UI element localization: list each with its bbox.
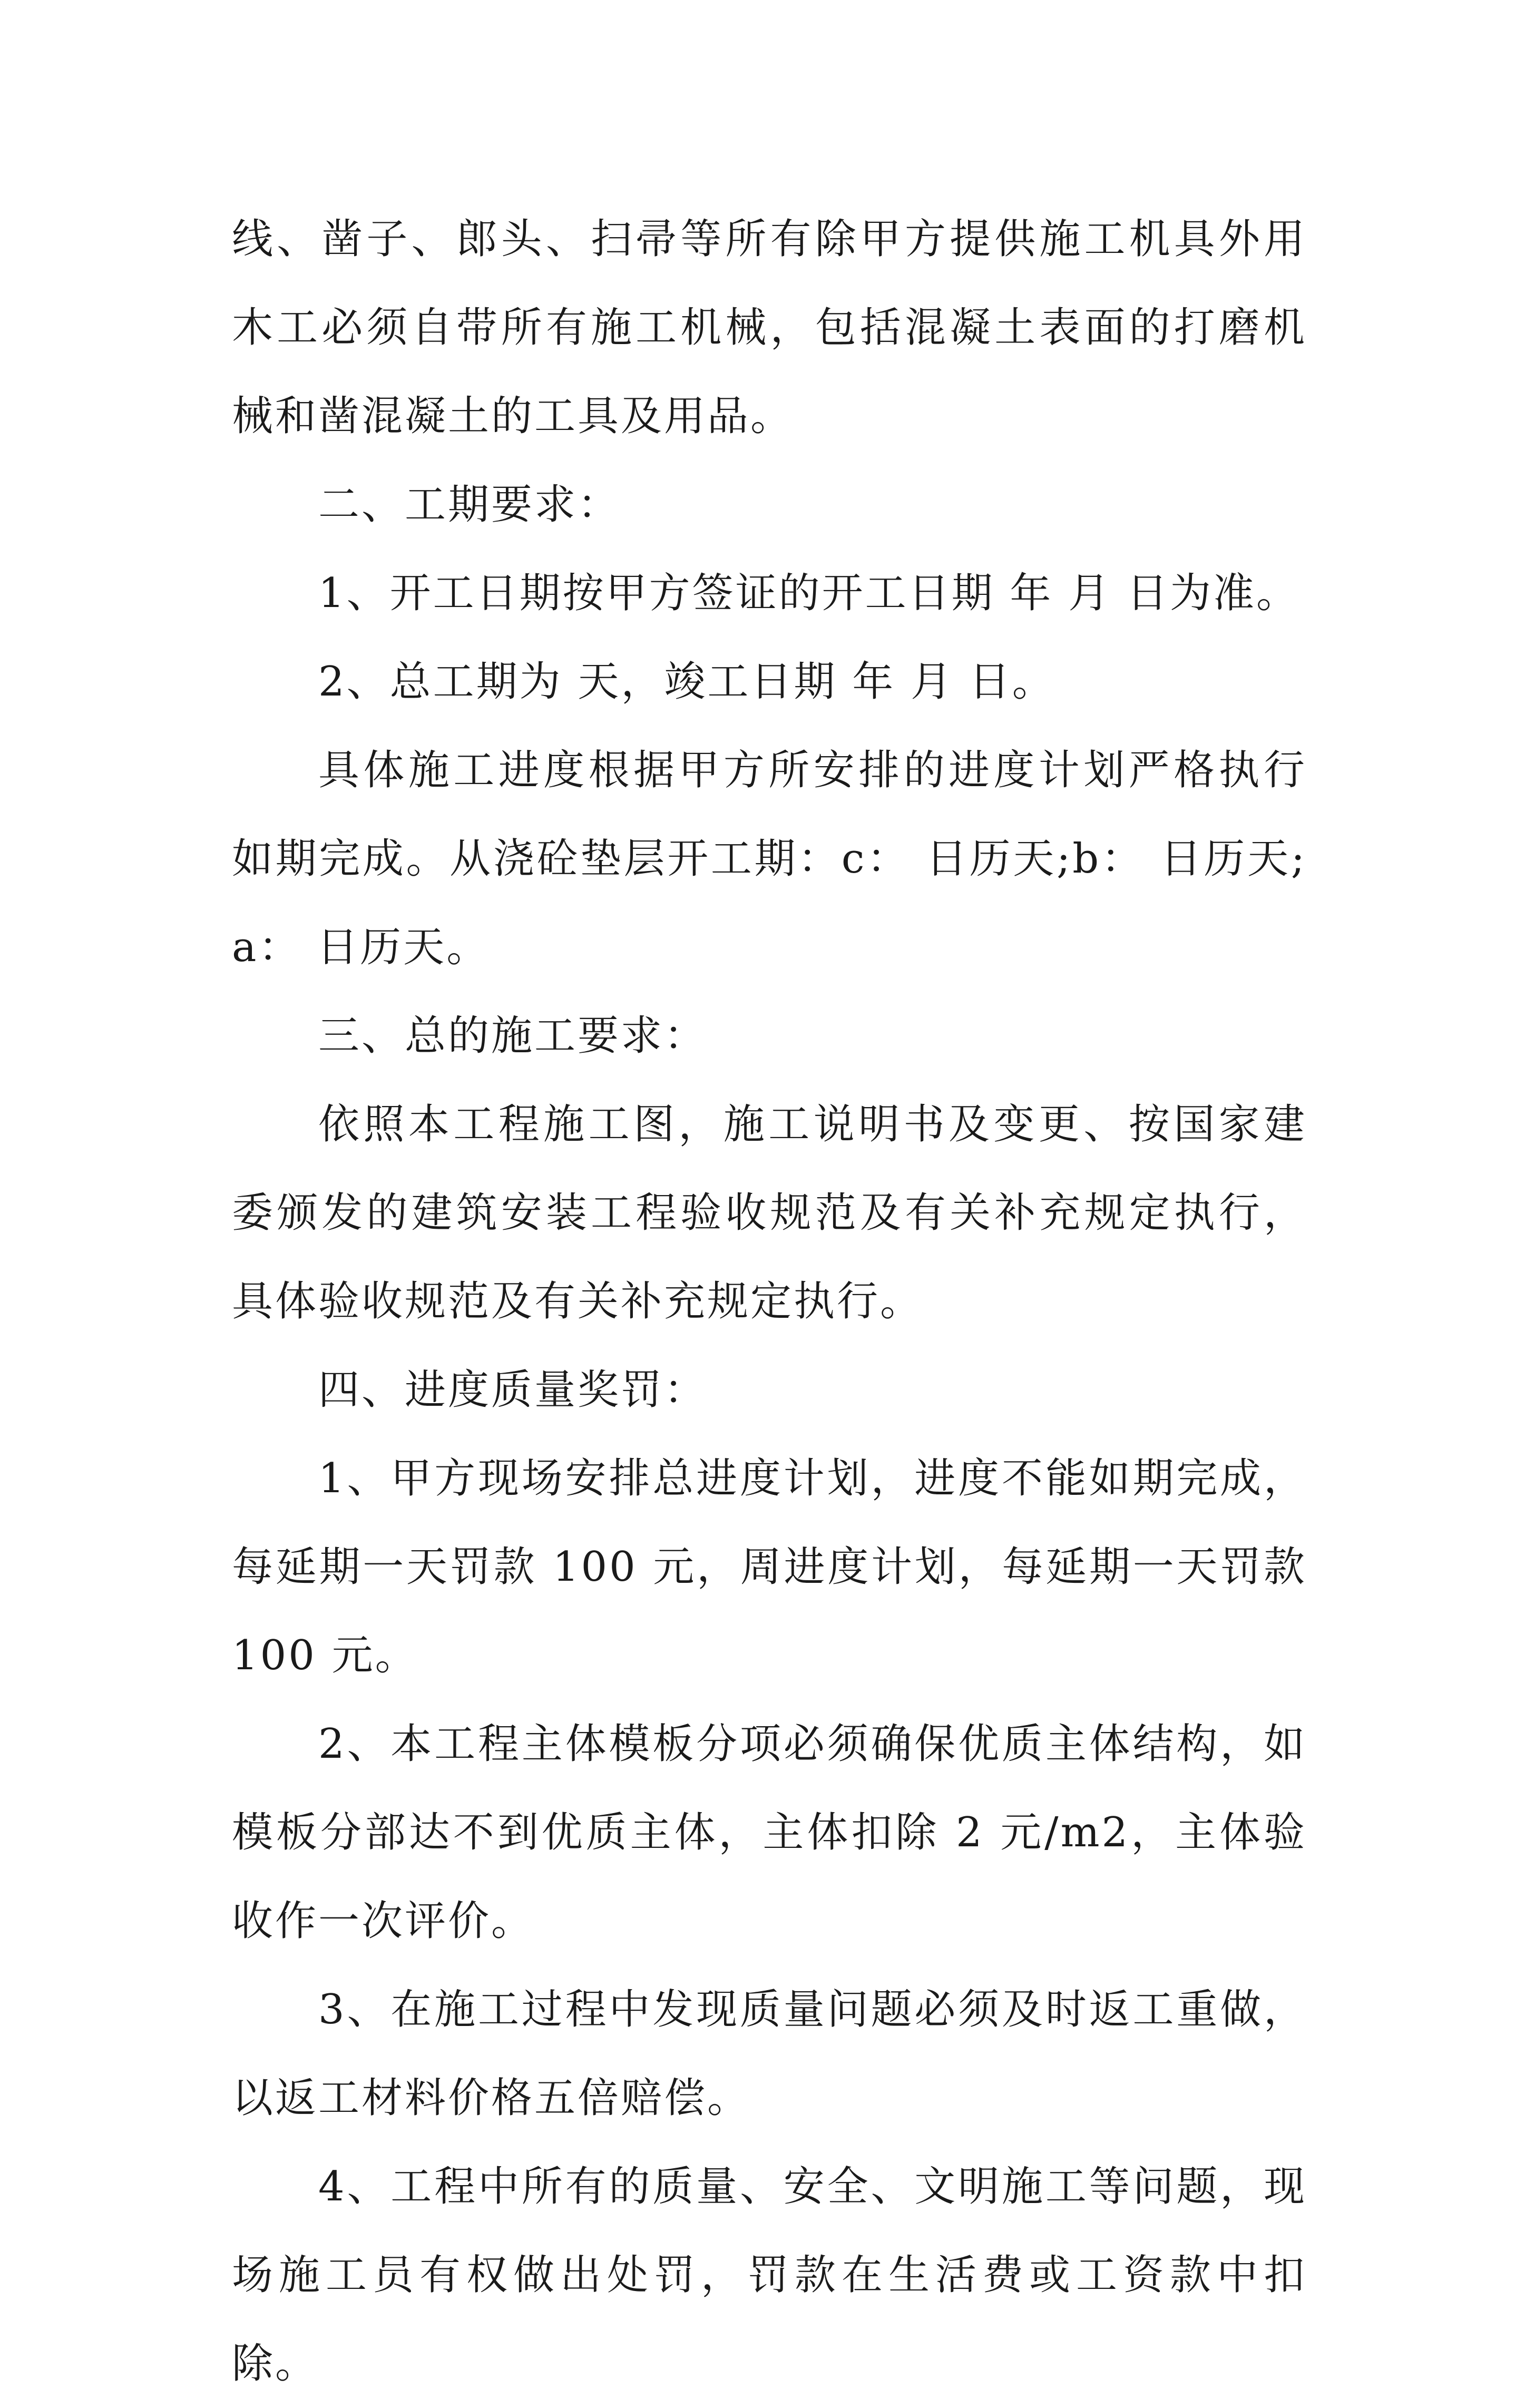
section-heading-penalties: 四、进度质量奖罚：	[318, 1366, 708, 1414]
paragraph-start-date: 1、开工日期按甲方签证的开工日期 年 月 日为准。	[318, 570, 1300, 617]
paragraph-progress-plan: 具体施工进度根据甲方所安排的进度计划严格执行如期完成。从浇砼垫层开工期：c： 日历天;b： 日历天;a： 日历天。	[232, 747, 1307, 971]
document-body	[232, 195, 1307, 2408]
section-heading-schedule: 二、工期要求：	[318, 481, 621, 528]
paragraph-continuation: 线、凿子、郎头、扫帚等所有除甲方提供施工机具外用木工必须自带所有施工机械，包括混凝土表面的打磨机械和凿混凝土的工具及用品。	[232, 216, 1307, 440]
paragraph-penalty-site: 4、工程中所有的质量、安全、文明施工等问题，现场施工员有权做出处罚，罚款在生活费或工资款中扣除。	[232, 2163, 1307, 2387]
paragraph-total-duration: 2、总工期为 天，竣工日期 年 月 日。	[318, 658, 1055, 706]
paragraph-standards: 依照本工程施工图，施工说明书及变更、按国家建委颁发的建筑安装工程验收规范及有关补充规定执行，具体验收规范及有关补充规定执行。	[232, 1101, 1307, 1325]
section-heading-requirements: 三、总的施工要求：	[318, 1012, 708, 1060]
paragraph-penalty-delay: 1、甲方现场安排总进度计划，进度不能如期完成，每延期一天罚款 100 元，周进度计划，每延期一天罚款 100 元。	[232, 1455, 1307, 1679]
paragraph-penalty-quality: 2、本工程主体模板分项必须确保优质主体结构，如模板分部达不到优质主体，主体扣除 2 元/m2，主体验收作一次评价。	[232, 1720, 1307, 1945]
paragraph-penalty-rework: 3、在施工过程中发现质量问题必须及时返工重做，以返工材料价格五倍赔偿。	[232, 1986, 1307, 2122]
